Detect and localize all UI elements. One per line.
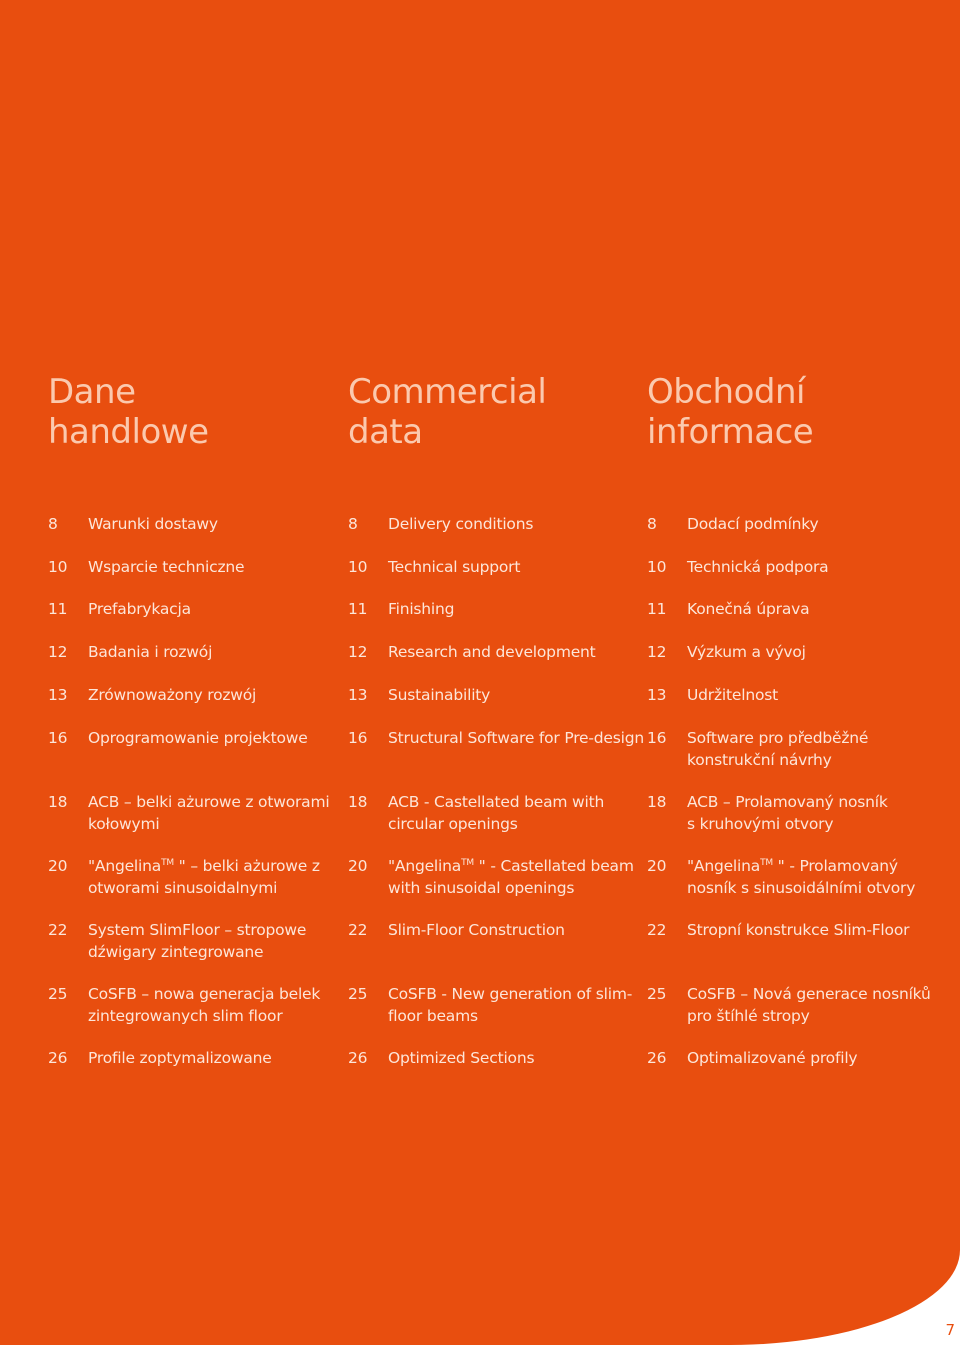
toc-label: Badania i rozwój: [88, 643, 213, 661]
toc-page-number: 20: [48, 857, 68, 875]
title-line: Obchodní: [647, 372, 805, 412]
toc-page-number: 12: [48, 643, 68, 661]
toc-label: Research and development: [388, 643, 596, 661]
toc-page-number: 10: [647, 558, 667, 576]
title-line: handlowe: [48, 412, 209, 452]
toc-label: CoSFB - New generation of slim- floor beams: [388, 985, 633, 1025]
toc-page-number: 13: [48, 686, 68, 704]
toc-label: "Angelina™ " – belki ażurowe z otworami sinusoidalnymi: [88, 857, 320, 897]
toc-page-number: 16: [48, 729, 68, 747]
toc-label: Software pro předběžné konstrukční návrhy: [687, 729, 869, 769]
toc-page-number: 25: [48, 985, 68, 1003]
toc-page-number: 8: [48, 515, 58, 533]
toc-page-number: 11: [348, 600, 368, 618]
toc-label: Výzkum a vývoj: [687, 643, 806, 661]
toc-page-number: 22: [48, 921, 68, 939]
page-number: 7: [945, 1321, 955, 1339]
toc-label: Stropní konstrukce Slim-Floor: [687, 921, 910, 939]
toc-label: Udržitelnost: [687, 686, 778, 704]
column-title: [647, 372, 813, 452]
toc-page-number: 8: [647, 515, 657, 533]
toc-page-number: 22: [647, 921, 667, 939]
toc-page-number: 16: [348, 729, 368, 747]
toc-label: Prefabrykacja: [88, 600, 191, 618]
toc-label: CoSFB – nowa generacja belek zintegrowanych slim floor: [88, 985, 321, 1025]
trademark-mark: TM: [161, 857, 174, 868]
toc-page-number: 25: [348, 985, 368, 1003]
toc-label: CoSFB – Nová generace nosníků pro štíhlé stropy: [687, 985, 931, 1025]
title-line: Dane: [48, 372, 136, 412]
toc-page-number: 10: [48, 558, 68, 576]
toc-label: System SlimFloor – stropowe dźwigary zintegrowane: [88, 921, 307, 961]
toc-page-number: 20: [647, 857, 667, 875]
toc-label: "Angelina™ " - Prolamovaný nosník s sinusoidálními otvory: [687, 857, 916, 897]
toc-page-number: 16: [647, 729, 667, 747]
toc-page-number: 22: [348, 921, 368, 939]
toc-label: Profile zoptymalizowane: [88, 1049, 272, 1067]
toc-label: Zrównoważony rozwój: [88, 686, 257, 704]
toc-label: Structural Software for Pre-design: [388, 729, 644, 747]
toc-label: Finishing: [388, 600, 455, 618]
toc-label: ACB - Castellated beam with circular openings: [388, 793, 605, 833]
toc-page-number: 12: [647, 643, 667, 661]
toc-label: Slim-Floor Construction: [388, 921, 565, 939]
toc-page-number: 26: [647, 1049, 667, 1067]
toc-label: Konečná úprava: [687, 600, 810, 618]
toc-page-number: 25: [647, 985, 667, 1003]
toc-label: Oprogramowanie projektowe: [88, 729, 308, 747]
toc-label: Technical support: [388, 558, 521, 576]
toc-page-number: 18: [48, 793, 68, 811]
toc-page-number: 12: [348, 643, 368, 661]
toc-label: ACB – belki ażurowe z otworami kołowymi: [88, 793, 330, 833]
toc-page-number: 20: [348, 857, 368, 875]
toc-page-number: 18: [647, 793, 667, 811]
toc-label: Wsparcie techniczne: [88, 558, 245, 576]
toc-page-number: 13: [647, 686, 667, 704]
title-line: informace: [647, 412, 814, 452]
toc-label: "Angelina™ " - Castellated beam with sinusoidal openings: [388, 857, 634, 897]
toc-label: Delivery conditions: [388, 515, 534, 533]
toc-page-number: 26: [48, 1049, 68, 1067]
column-title: [348, 372, 546, 452]
title-line: data: [348, 412, 423, 452]
toc-page-number: 26: [348, 1049, 368, 1067]
toc-page-number: 18: [348, 793, 368, 811]
toc-label: Warunki dostawy: [88, 515, 218, 533]
toc-label: Sustainability: [388, 686, 491, 704]
toc-page-number: 8: [348, 515, 358, 533]
column-title: [48, 372, 209, 452]
toc-label: Optimalizované profily: [687, 1049, 858, 1067]
toc-page-number: 11: [48, 600, 68, 618]
trademark-mark: TM: [461, 857, 474, 868]
toc-page-number: 11: [647, 600, 667, 618]
toc-page-number: 10: [348, 558, 368, 576]
toc-page-number: 13: [348, 686, 368, 704]
trademark-mark: TM: [760, 857, 773, 868]
toc-label: Technická podpora: [687, 558, 829, 576]
title-line: Commercial: [348, 372, 547, 412]
toc-label: Dodací podmínky: [687, 515, 819, 533]
toc-label: Optimized Sections: [388, 1049, 535, 1067]
toc-label: ACB – Prolamovaný nosník s kruhovými otvory: [687, 793, 888, 833]
